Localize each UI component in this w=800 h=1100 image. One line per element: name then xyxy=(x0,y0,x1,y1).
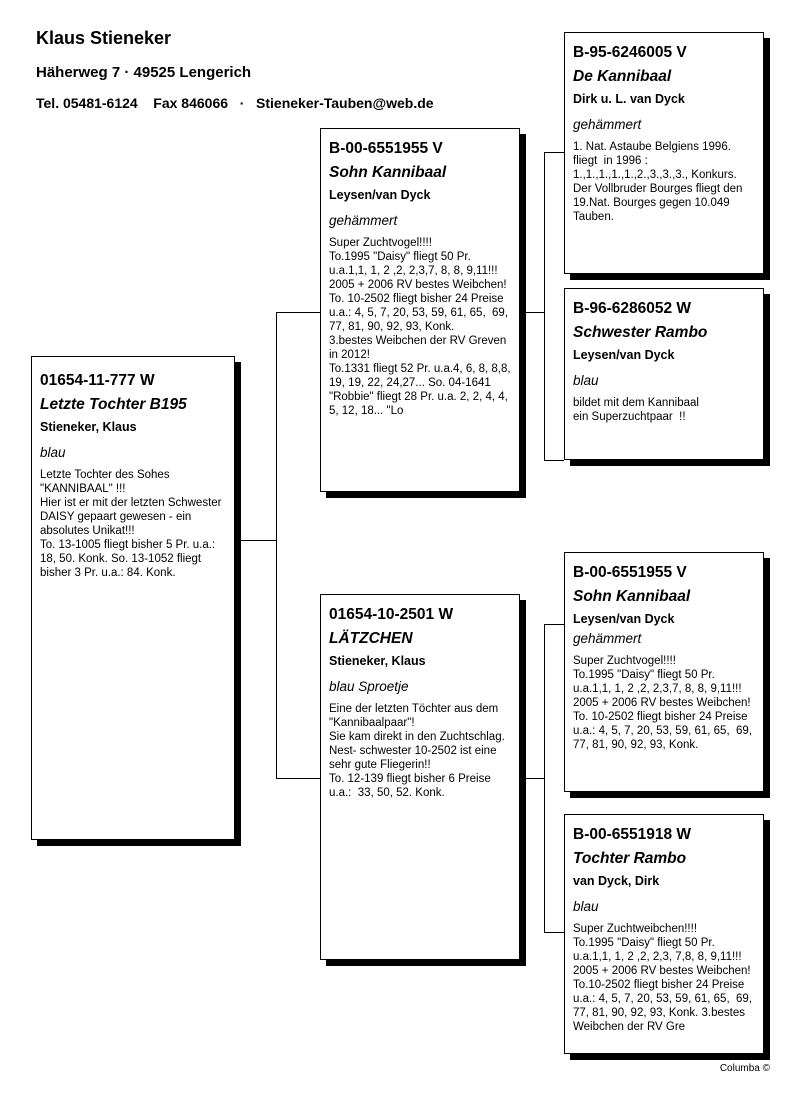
feather-color: blau xyxy=(573,899,599,914)
description: Super Zuchtvogel!!!! To.1995 "Daisy" fliegt 50 Pr. u.a.1,1, 1, 2 ,2, 2,3,7, 8, 8, 9,11!!! 2005 + 2006 RV bestes Weibchen! To. 10-2502 fliegt bisher 24 Preise u.a.: 4, 5, 7, 20, 53, 59, 61, 65, 69, 77, 81, 90, 92, 93, Konk. xyxy=(573,655,753,751)
description: 1. Nat. Astaube Belgiens 1996. fliegt in 1996 : 1.,1.,1.,1.,1.,2.,3.,3.,3., Konkurs. Der Vollbruder Bourges fliegt den 19.Nat. Bourges gegen 10.049 Tauben. xyxy=(573,141,743,223)
breeder: Leysen/van Dyck xyxy=(573,348,675,362)
ring-number: B-00-6551955 V xyxy=(329,140,443,157)
email: Stieneker-Tauben@web.de xyxy=(256,95,434,111)
ring-number: B-95-6246005 V xyxy=(573,44,687,61)
pigeon-name: Letzte Tochter B195 xyxy=(40,396,187,413)
ring-number: B-96-6286052 W xyxy=(573,300,692,317)
connector-line xyxy=(276,312,320,313)
connector-line xyxy=(544,624,545,932)
connector-line xyxy=(520,778,544,779)
feather-color: blau xyxy=(573,373,599,388)
ring-number: 01654-11-777 W xyxy=(40,372,155,389)
connector-line xyxy=(544,152,545,460)
pigeon-card-father xyxy=(320,128,520,492)
pigeon-card-mother xyxy=(320,594,520,960)
breeder: Stieneker, Klaus xyxy=(329,654,426,668)
connector-line xyxy=(276,312,277,778)
breeder-name: Klaus Stieneker xyxy=(36,28,172,48)
separator-dot: · xyxy=(239,95,245,111)
connector-line xyxy=(544,460,564,461)
breeder: Stieneker, Klaus xyxy=(40,420,137,434)
breeder-contact xyxy=(36,95,434,111)
ring-number: B-00-6551955 V xyxy=(573,564,687,581)
feather-color: gehämmert xyxy=(573,631,642,646)
pigeon-card-mother-mother xyxy=(564,814,764,1054)
pigeon-name: Sohn Kannibaal xyxy=(329,164,447,181)
description: bildet mit dem Kannibaal ein Superzuchtpaar !! xyxy=(573,397,699,423)
description: Super Zuchtweibchen!!!! To.1995 "Daisy" fliegt 50 Pr. u.a.1,1, 1, 2 ,2, 2,3, 7,8, 8, 9,11!!! 2005 + 2006 RV bestes Weibchen! To.10-2502 fliegt bisher 24 Preise u.a.: 4, 5, 7, 20, 53, 59, 61, 65, 69, 77, 81, 90, 92, 93, Konk. 3.bestes Weibchen der RV Gre xyxy=(573,923,753,1033)
telephone: Tel. 05481-6124 xyxy=(36,95,138,111)
feather-color: blau xyxy=(40,445,66,460)
breeder: Dirk u. L. van Dyck xyxy=(573,92,685,106)
breeder: Leysen/van Dyck xyxy=(573,612,675,626)
description: Letzte Tochter des Sohes "KANNIBAAL" !!! Hier ist er mit der letzten Schwester DAISY gepaart gewesen - ein absolutes Unikat!!! To. 13-1005 fliegt bisher 5 Pr. u.a.: 18, 50. Konk. So. 13-1052 fliegt bisher 3 Pr. u.a.: 84. Konk. xyxy=(40,469,222,579)
breeder: Leysen/van Dyck xyxy=(329,188,431,202)
connector-line xyxy=(544,932,564,933)
footer-brand: Columba © xyxy=(719,1063,770,1074)
pigeon-name: Schwester Rambo xyxy=(573,324,708,341)
connector-line xyxy=(276,778,320,779)
connector-line xyxy=(544,624,564,625)
connector-line xyxy=(520,312,544,313)
pigeon-name: Tochter Rambo xyxy=(573,850,687,867)
breeder: van Dyck, Dirk xyxy=(573,874,660,888)
connector-line xyxy=(544,152,564,153)
pigeon-name: Sohn Kannibaal xyxy=(573,588,691,605)
pigeon-name: LÄTZCHEN xyxy=(329,630,413,647)
pigeon-card-father-father xyxy=(564,32,764,274)
feather-color: gehämmert xyxy=(573,117,642,132)
description: Eine der letzten Töchter aus dem "Kannibaalpaar"! Sie kam direkt in den Zuchtschlag. Nest- schwester 10-2502 ist eine sehr gute Fliegerin!! To. 12-139 fliegt bisher 6 Preise u.a.: 33, 50, 52. Konk. xyxy=(329,703,505,799)
pigeon-card-father-mother xyxy=(564,288,764,460)
ring-number: 01654-10-2501 W xyxy=(329,606,454,623)
pigeon-card-mother-father xyxy=(564,552,764,792)
feather-color: gehämmert xyxy=(329,213,398,228)
breeder-address: Häherweg 7 · 49525 Lengerich xyxy=(36,64,252,81)
fax: Fax 846066 xyxy=(153,95,229,111)
ring-number: B-00-6551918 W xyxy=(573,826,692,843)
pigeon-name: De Kannibaal xyxy=(573,68,672,85)
connector-line xyxy=(240,540,276,541)
feather-color: blau Sproetje xyxy=(329,679,409,694)
description: Super Zuchtvogel!!!! To.1995 "Daisy" fliegt 50 Pr. u.a.1,1, 1, 2 ,2, 2,3,7, 8, 8, 9,11!!! 2005 + 2006 RV bestes Weibchen! To. 10-2502 fliegt bisher 24 Preise u.a.: 4, 5, 7, 20, 53, 59, 61, 65, 69, 77, 81, 90, 92, 93, Konk. 3.bestes Weibchen der RV Greven in 2012! To.1331 fliegt 52 Pr. u.a.4, 6, 8, 8,8, 19, 19, 22, 24,27... So. 04-1641 "Robbie" fliegt 28 Pr. u.a. 2, 2, 4, 4, 5, 12, 18... "Lo xyxy=(329,237,511,417)
pigeon-card-subject xyxy=(31,356,235,840)
